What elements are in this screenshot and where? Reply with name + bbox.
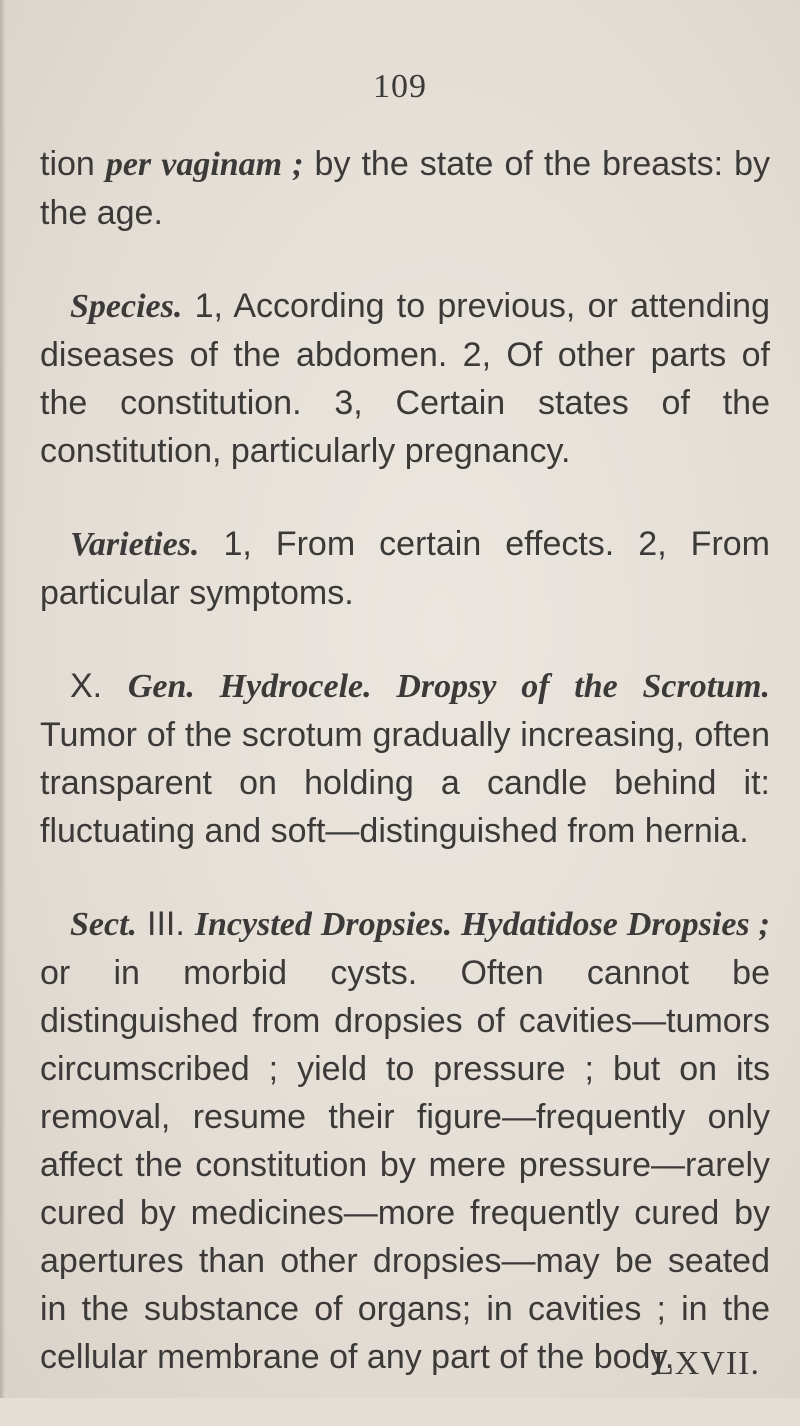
species-text: 1, According to previous, or attending diseases of the abdomen. 2, Of other parts of the constitution. 3, Certain states of the constitution, particularly pregnancy. [40, 287, 770, 470]
species-heading: Species. [70, 288, 183, 325]
latin-phrase: per vaginam ; [105, 146, 304, 183]
page-body [40, 140, 770, 1426]
page-spine-shadow [0, 0, 6, 1398]
genus-numeral: X. [70, 667, 128, 705]
section-numeral: III. [137, 905, 195, 943]
varieties-heading: Varieties. [70, 526, 200, 563]
paragraph-species [40, 282, 770, 475]
paragraph-1-rest: by the state of the breasts: by the age. [40, 145, 771, 232]
page-number: 109 [373, 68, 427, 105]
paragraph-hydrocele [40, 662, 770, 855]
paragraph-1 [40, 140, 770, 237]
catchword: LXVII. [652, 1345, 760, 1382]
hydrocele-heading: Gen. Hydrocele. Dropsy of the Scrotum. [127, 668, 771, 705]
paragraph-1-start: tion [40, 145, 106, 183]
section-label: Sect. [70, 906, 138, 943]
incysted-text: or in morbid cysts. Often cannot be distinguished from dropsies of cavities—tumors circumscribed ; yield to pressure ; but on its removal, resume their figure—frequently only affect the constitution by mere pressure—rarely cured by medicines—more frequently cured by apertures than other dropsies—may be seated in the substance of organs; in cavities ; in the cellular membrane of any part of the body. [40, 954, 770, 1376]
hydrocele-text: Tumor of the scrotum gradually increasing, often transparent on holding a candle behind it: fluctuating and soft—distinguished from hernia. [40, 716, 770, 850]
incysted-heading: Incysted Dropsies. Hydatidose Dropsies ; [194, 906, 770, 943]
paragraph-varieties [40, 520, 770, 617]
paragraph-incysted [40, 900, 770, 1381]
varieties-text: 1, From certain effects. 2, From particular symptoms. [40, 525, 770, 612]
